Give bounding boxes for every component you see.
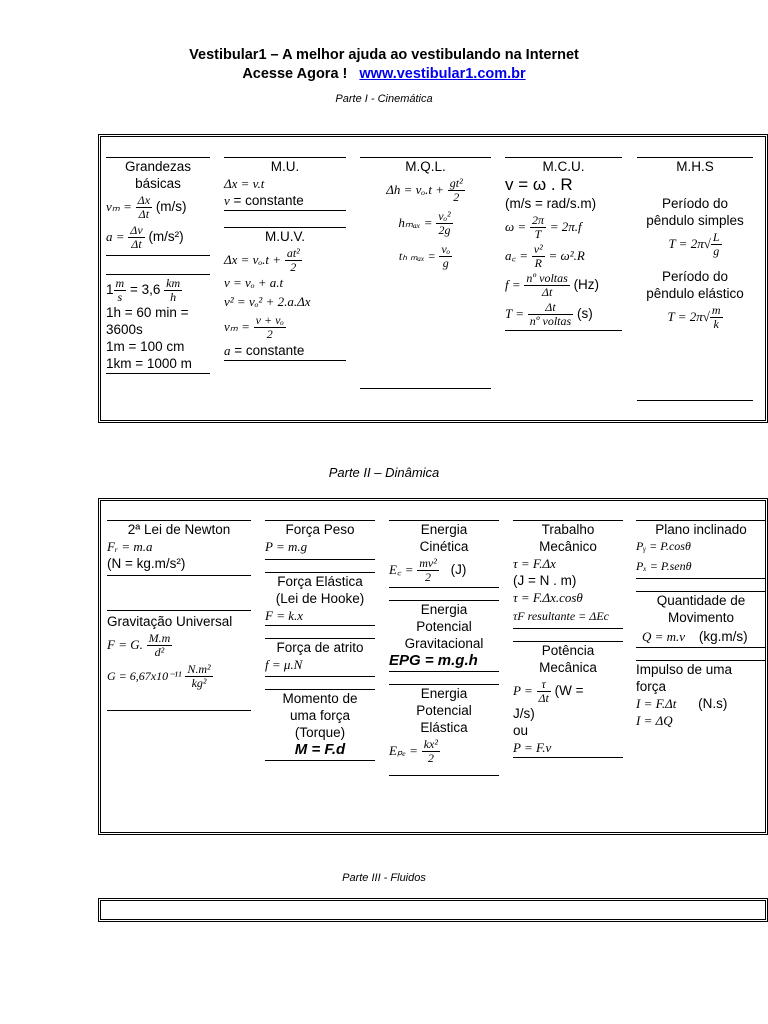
part3-table (98, 898, 768, 922)
mql-eq-1-text: Δh = vₒ.t + (386, 182, 445, 198)
potencial-title-2: Potencial (416, 619, 472, 634)
mhs-title: M.H.S (676, 159, 714, 174)
mcu-voltas-1: nº voltas (526, 271, 568, 285)
muv-eq-4: v = vₒ + a.t (224, 275, 284, 290)
mql-column (360, 157, 491, 270)
muv-eq-3: Δx = vₒ.t + $\frac{\text{at²}}{2}$ (224, 246, 300, 274)
mhs-column (637, 157, 753, 331)
elastica-eq: F = k.x (265, 608, 304, 623)
grandezas-title-1: Grandezas (124, 159, 192, 174)
quantidade-title-1: Quantidade de (656, 593, 746, 608)
elastica-title-2: (Lei de Hooke) (275, 591, 365, 606)
mu-eq-1: Δx = v.t (224, 176, 265, 191)
impulso-title-1: Impulso de uma (636, 662, 733, 677)
plano-eq-2: Pₓ = P.senθ (636, 559, 692, 573)
plano-eq-1: Pᵧ = P.cosθ (636, 539, 691, 553)
mql-eq-2: hₘₐₓ = $\frac{\text{vₒ²}}{2g}$ (398, 209, 451, 237)
potencia-eq-2: P = F.v (513, 740, 552, 755)
peso-title: Força Peso (285, 522, 355, 537)
potencia-unit: (W = (554, 683, 584, 699)
mcu-eq-3: ω = $\frac{2\pi}{T}$ = 2π.f (505, 213, 582, 241)
forca-column (265, 520, 375, 761)
trabalho-eq-2: τ = F.Δx.cosθ (513, 590, 583, 605)
potencia-eq: P = $\frac{\tau}{\Delta t}$ (W = (513, 677, 584, 705)
a-formula: a = $\frac{\Delta v}{\Delta t}$ (m/s²) (106, 223, 184, 251)
trabalho-unit: (J = N . m) (513, 573, 577, 588)
potencia-ou: ou (513, 723, 529, 738)
impulso-eq-2: I = ΔQ (636, 713, 673, 728)
mu-column (224, 157, 346, 361)
mcu-eq-3-tail: = 2π.f (549, 219, 582, 235)
mcu-voltas-2: nº voltas (529, 314, 572, 328)
mcu-column (505, 157, 622, 331)
header-title: Vestibular1 – A melhor ajuda ao vestibulando na Internet (189, 47, 579, 63)
potencial-eq: EPG = m.g.h (389, 652, 478, 669)
impulso-eq-1-text: I = F.Δt (636, 696, 677, 711)
part1-title: Parte I - Cinemática (335, 93, 433, 105)
momento-title-3: (Torque) (294, 725, 346, 740)
elastica-energia-title-3: Elástica (420, 720, 468, 735)
momento-title-2: uma força (289, 708, 351, 723)
vm-unit: (m/s) (155, 199, 187, 215)
elastica-title-1: Força Elástica (277, 574, 363, 589)
potencial-title-3: Gravitacional (404, 636, 484, 651)
muv-eq-6: vₘ = $\frac{\text{v + vₒ}}{2}$ (224, 313, 284, 341)
cinetica-unit: (J) (450, 562, 467, 578)
mu-eq-2 (224, 192, 346, 209)
mcu-eq-6-unit: (s) (576, 306, 593, 322)
mcu-eq-5: f = $\frac{\text{nº voltas}}{\Delta t}$ (Hz) (505, 271, 600, 299)
cinetica-title-1: Energia (420, 522, 468, 537)
mu-eq-2-text: = constante (229, 193, 304, 208)
conv-kmh: 1 $\frac{m}{s}$ = 3,6 $\frac{km}{h}$ (106, 276, 181, 304)
muv-eq-7-text: = constante (230, 343, 305, 358)
potencia-title-2: Mecânica (539, 660, 597, 675)
mhs-p2a: Período do (661, 269, 729, 284)
trabalho-eq-1: τ = F.Δx (513, 556, 556, 571)
elastica-energia-title-1: Energia (420, 686, 468, 701)
elastica-energia-eq: Eₚₑ = $\frac{\text{kx²}}{2}$ (389, 737, 438, 765)
grav-eq-2-text: G = 6,67x10⁻¹¹ (107, 669, 182, 684)
momento-eq: M = F.d (294, 741, 346, 758)
mu-title: M.U. (270, 159, 300, 174)
mhs-p2b: pêndulo elástico (646, 286, 744, 301)
conv-km: 1km = 1000 m (106, 356, 192, 371)
mql-eq-3: tₕ ₘₐₓ = $\frac{\text{vₒ}}{g}$ (398, 242, 451, 270)
muv-eq-3-text: Δx = vₒ.t + (224, 252, 282, 268)
elastica-energia-title-2: Potencial (416, 703, 472, 718)
atrito-title: Força de atrito (276, 640, 364, 655)
quantidade-eq (636, 628, 766, 645)
mql-eq-2-text: hₘₐₓ = (398, 215, 433, 231)
impulso-eq-1 (636, 695, 766, 712)
mql-eq-1: Δh = vₒ.t + $\frac{\text{gt²}}{2}$ (386, 176, 463, 204)
grav-eq-1: F = G. $\frac{M.m}{\text{d²}}$ (107, 631, 171, 659)
plano-column (636, 520, 766, 729)
impulso-title-2: força (636, 679, 667, 694)
mu-eq-2-var: v (224, 193, 230, 208)
trabalho-title-1: Trabalho (541, 522, 595, 537)
trabalho-column (513, 520, 623, 758)
grav-title: Gravitação Universal (107, 614, 233, 629)
momento-title-1: Momento de (282, 691, 358, 706)
plano-title: Plano inclinado (655, 522, 747, 537)
grav-eq-2: G = 6,67x10⁻¹¹ $\frac{\text{N.m²}}{\text{kg²}}$ (107, 662, 211, 690)
muv-eq-7 (224, 342, 346, 359)
energia-column (389, 520, 499, 776)
quantidade-unit: (kg.m/s) (698, 629, 748, 644)
conv-meter: 1m = 100 cm (106, 339, 185, 354)
newton-unit: (N = kg.m/s²) (107, 556, 186, 571)
mcu-eq-2: (m/s = rad/s.m) (505, 196, 597, 211)
mhs-p1b: pêndulo simples (646, 213, 744, 228)
mhs-p1a: Período do (661, 196, 729, 211)
potencia-title-1: Potência (541, 643, 595, 658)
newton-eq-1: Fᵣ = m.a (107, 539, 153, 554)
vm-formula: vₘ = $\frac{\Delta x}{\Delta t}$ (m/s) (106, 193, 187, 221)
atrito-eq: f = μ.N (265, 657, 303, 672)
conv-seconds: 3600s (106, 322, 143, 337)
potencia-unit-2: J/s) (513, 706, 535, 721)
quantidade-title-2: Movimento (667, 610, 735, 625)
mql-title: M.Q.L. (405, 159, 446, 174)
muv-eq-5: v² = vₒ² + 2.a.Δx (224, 294, 311, 309)
conv-factor: = 3,6 (129, 282, 161, 298)
grandezas-column (106, 157, 210, 374)
impulso-unit: (N.s) (698, 696, 728, 711)
header-subtitle (0, 65, 768, 83)
part3-title: Parte III - Fluidos (342, 872, 426, 884)
mhs-eq-2: T = 2π√ $\frac{m}{k}$ (667, 303, 721, 331)
newton-title: 2ª Lei de Newton (127, 522, 231, 537)
potencial-title-1: Energia (420, 602, 468, 617)
mcu-eq-4-tail: = ω².R (548, 248, 585, 264)
mcu-eq-6: T = $\frac{\Delta t}{\text{nº voltas}}$ (s) (505, 300, 593, 328)
conv-one: 1 (106, 282, 114, 298)
muv-title: M.U.V. (264, 229, 305, 244)
trabalho-title-2: Mecânico (539, 539, 597, 554)
mcu-title: M.C.U. (542, 159, 585, 174)
peso-eq: P = m.g (265, 539, 308, 554)
a-unit: (m/s²) (148, 229, 184, 245)
grandezas-title-2: básicas (135, 176, 181, 191)
part2-title: Parte II – Dinâmica (328, 465, 440, 480)
muv-eq-7-var: a (224, 343, 231, 358)
grav-eq-1-text: F = G. (107, 637, 143, 653)
cinetica-title-2: Cinética (419, 539, 469, 554)
quantidade-eq-text: Q = m.v (642, 629, 686, 644)
trabalho-eq-3: τF resultante = ΔEc (513, 609, 609, 623)
mhs-eq-1: T = 2π√ $\frac{L}{g}$ (668, 230, 720, 258)
mql-eq-3-text: tₕ ₘₐₓ = (398, 249, 436, 264)
header-prefix: Acesse Agora ! (242, 66, 348, 82)
cinetica-eq: E꜀ = $\frac{\text{mv²}}{2}$ (J) (389, 556, 467, 584)
conv-hour: 1h = 60 min = (106, 305, 189, 320)
mcu-eq-5-unit: (Hz) (573, 277, 600, 293)
site-link[interactable]: www.vestibular1.com.br (359, 66, 526, 82)
newton-column (107, 520, 251, 711)
mcu-eq-4: a꜀ = $\frac{\text{v²}}{R}$ = ω².R (505, 242, 585, 270)
mcu-eq-1: v = ω . R (505, 175, 573, 194)
